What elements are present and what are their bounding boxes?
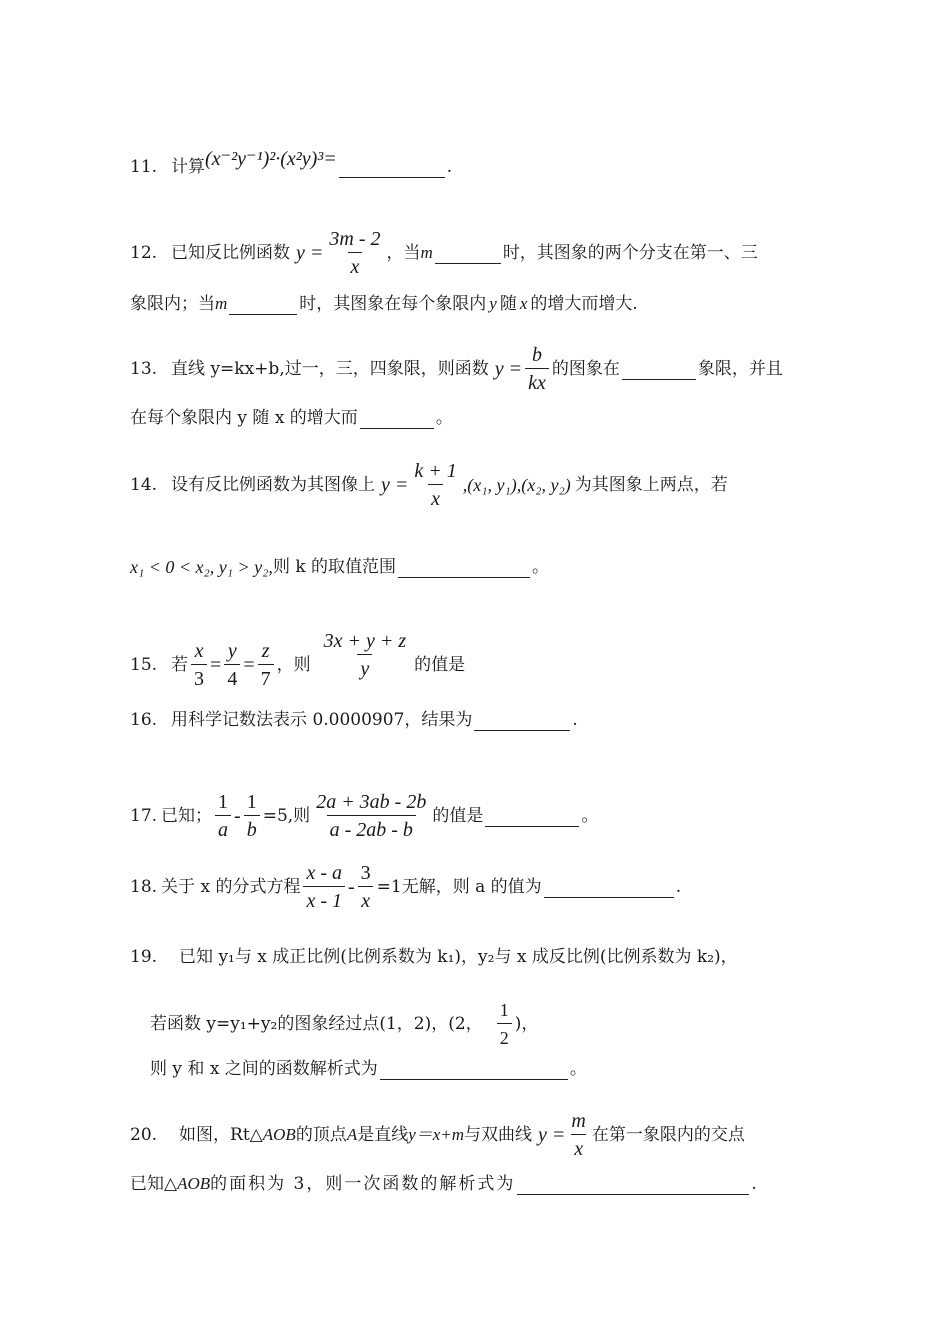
fraction <box>224 640 240 690</box>
problem-text: 的面积为 3，则一次函数的解析式为 <box>210 1174 516 1194</box>
math-expression: (x⁻²y⁻¹)²·(x²y)³= <box>205 148 337 170</box>
fraction-denominator: 4 <box>224 664 240 690</box>
point-a: A <box>346 1125 358 1144</box>
problem-text: 已知△ <box>130 1174 178 1194</box>
problem-16 <box>130 708 578 732</box>
problem-number: 13. <box>130 359 158 379</box>
fraction-numerator: y <box>227 640 237 662</box>
fraction-denominator: 2 <box>497 1023 512 1049</box>
answer-blank[interactable] <box>339 157 445 178</box>
problem-text: ，则 <box>276 655 311 675</box>
fraction <box>358 862 374 912</box>
problem-text: 的增大而增大. <box>530 294 638 314</box>
problem-text: 关于 x 的分式方程 <box>161 877 301 897</box>
problem-text: 则 k 的取值范围 <box>272 557 397 577</box>
answer-blank[interactable] <box>380 1059 568 1080</box>
fraction-numerator: 1 <box>499 1000 509 1020</box>
problem-19-cont2 <box>150 1057 587 1081</box>
fraction <box>313 791 429 841</box>
fraction-numerator: 3x + y + z <box>323 630 407 652</box>
problem-13 <box>130 344 783 394</box>
problem-11 <box>130 148 453 179</box>
problem-text: =1无解，则 a 的值为 <box>376 877 542 897</box>
problem-15 <box>130 630 466 690</box>
problem-text: 象限内；当 <box>130 294 215 314</box>
fraction <box>244 791 260 841</box>
problem-number: 14. <box>130 475 158 495</box>
problem-text: 。 <box>532 557 550 577</box>
fraction <box>326 228 383 278</box>
problem-text: )， <box>514 1014 539 1034</box>
fraction-numerator: 2a + 3ab - 2b <box>316 791 427 813</box>
fraction <box>303 862 345 912</box>
problem-text: 计算 <box>171 157 206 177</box>
problem-text: 直线 y=kx+b,过一，三，四象限，则函数 <box>171 359 489 379</box>
problem-20 <box>130 1110 745 1160</box>
fraction-denominator: 7 <box>258 664 274 690</box>
fraction-denominator: x - 1 <box>303 886 345 912</box>
problem-14 <box>130 460 728 510</box>
fraction-numerator: x - a <box>306 862 342 884</box>
fraction-numerator: k + 1 <box>414 460 457 482</box>
problem-text: 象限，并且 <box>697 359 783 379</box>
triangle-label: AOB <box>177 1174 211 1193</box>
minus-sign: - <box>348 876 355 898</box>
problem-text: 如图，Rt△ <box>179 1125 263 1145</box>
problem-text: ，当 <box>386 243 421 263</box>
problem-text: 若 <box>171 655 189 675</box>
problem-text: =5,则 <box>262 806 311 826</box>
math-lhs: y = <box>296 242 324 264</box>
problem-number: 17. <box>130 806 158 826</box>
equals-sign: = <box>210 654 222 676</box>
minus-sign: - <box>234 805 241 827</box>
fraction <box>568 1110 588 1160</box>
fraction-numerator: b <box>531 344 542 366</box>
fraction-numerator: 1 <box>246 791 257 813</box>
fraction-denominator: x <box>428 484 443 510</box>
variable-y: y <box>489 294 497 313</box>
problem-text: 则 y 和 x 之间的函数解析式为 <box>150 1059 378 1079</box>
problem-text: 为其图象上两点，若 <box>574 475 728 495</box>
math-lhs: y = <box>381 474 409 496</box>
problem-text: 用科学记数法表示 0.0000907，结果为 <box>171 710 473 730</box>
problem-text: 设有反比例函数为其图像上 <box>171 475 376 495</box>
condition-expression: x₁ < 0 < x₂, y₁ > y₂, <box>130 557 273 577</box>
answer-blank[interactable] <box>398 557 530 578</box>
problem-text: 已知反比例函数 <box>171 243 291 263</box>
fraction <box>258 640 274 690</box>
problem-text: 已知； <box>161 806 213 826</box>
fraction <box>215 791 231 841</box>
problem-number: 20. <box>130 1125 158 1145</box>
problem-number: 11. <box>130 157 158 177</box>
problem-text: 已知 y₁与 x 成正比例(比例系数为 k₁)，y₂与 x 成反比例(比例系数为 k₂)， <box>179 947 738 967</box>
problem-text: 。 <box>569 1059 587 1079</box>
problem-18 <box>130 862 681 912</box>
problem-text: 的顶点 <box>295 1125 347 1145</box>
fraction-denominator: a <box>215 815 231 841</box>
fraction-numerator: m <box>571 1110 586 1132</box>
fraction <box>497 999 512 1049</box>
problem-12 <box>130 228 758 278</box>
problem-text: . <box>751 1174 757 1194</box>
problem-text: 的图象在 <box>551 359 620 379</box>
problem-text: 。 <box>581 806 599 826</box>
answer-blank[interactable] <box>517 1174 749 1195</box>
problem-text: . <box>446 157 453 177</box>
problem-number: 19. <box>130 947 158 967</box>
fraction-numerator: x <box>194 640 204 662</box>
line-expression: y＝x+m <box>408 1125 465 1144</box>
math-lhs: y = <box>538 1124 566 1146</box>
problem-text: . <box>675 877 682 897</box>
problem-text: 时，其图象的两个分支在第一、三 <box>502 243 758 263</box>
problem-19-cont <box>150 999 538 1049</box>
fraction-denominator: x <box>358 886 373 912</box>
problem-number: 15. <box>130 655 158 675</box>
fraction <box>525 344 549 394</box>
problem-number: 18. <box>130 877 158 897</box>
variable-m: m <box>420 243 433 262</box>
problem-text: 若函数 y=y₁+y₂的图象经过点(1，2)，(2， <box>150 1014 483 1034</box>
problem-number: 16. <box>130 710 158 730</box>
variable-x: x <box>519 294 528 313</box>
problem-text: 时，其图象在每个象限内 <box>299 294 487 314</box>
answer-blank[interactable] <box>485 806 579 827</box>
problem-text: 在每个象限内 y 随 x 的增大而 <box>130 408 358 428</box>
fraction-denominator: x <box>348 252 363 278</box>
problem-text: 在第一象限内的交点 <box>591 1125 745 1145</box>
triangle-label: AOB <box>262 1125 296 1144</box>
problem-19 <box>130 945 738 969</box>
fraction-denominator: y <box>357 654 372 680</box>
problem-text: . <box>572 710 578 730</box>
fraction-denominator: kx <box>525 368 549 394</box>
problem-text: 随 <box>499 294 517 314</box>
equals-sign: = <box>243 654 255 676</box>
answer-blank[interactable] <box>622 359 696 380</box>
fraction-numerator: 1 <box>218 791 229 813</box>
fraction-denominator: x <box>571 1134 586 1160</box>
problem-text: 的值是 <box>432 806 484 826</box>
answer-blank[interactable] <box>360 408 434 429</box>
variable-m: m <box>215 294 228 313</box>
problem-text: 的值是 <box>414 655 466 675</box>
fraction-numerator: 3m - 2 <box>329 228 381 250</box>
fraction-denominator: 3 <box>191 664 207 690</box>
problem-20-cont <box>130 1172 757 1196</box>
fraction <box>321 630 410 680</box>
problem-text: 与双曲线 <box>464 1125 533 1145</box>
fraction-denominator: b <box>244 815 260 841</box>
problem-14-cont <box>130 555 549 579</box>
problem-number: 12. <box>130 243 158 263</box>
answer-blank[interactable] <box>474 710 570 731</box>
math-lhs: y = <box>494 358 523 380</box>
fraction-numerator: z <box>261 640 270 662</box>
fraction-denominator: a - 2ab - b <box>327 815 416 841</box>
fraction-numerator: 3 <box>360 862 371 884</box>
answer-blank[interactable] <box>544 877 674 898</box>
problem-text: 是直线 <box>357 1125 409 1145</box>
points-expression: ,(x₁, y₁),(x₂, y₂) <box>462 475 571 495</box>
answer-blank[interactable] <box>435 243 501 264</box>
problem-12-cont <box>130 292 638 316</box>
fraction <box>191 640 207 690</box>
problem-17 <box>130 791 598 841</box>
problem-text: 。 <box>435 408 453 428</box>
fraction <box>411 460 459 510</box>
problem-13-cont <box>130 406 453 430</box>
answer-blank[interactable] <box>229 294 297 315</box>
